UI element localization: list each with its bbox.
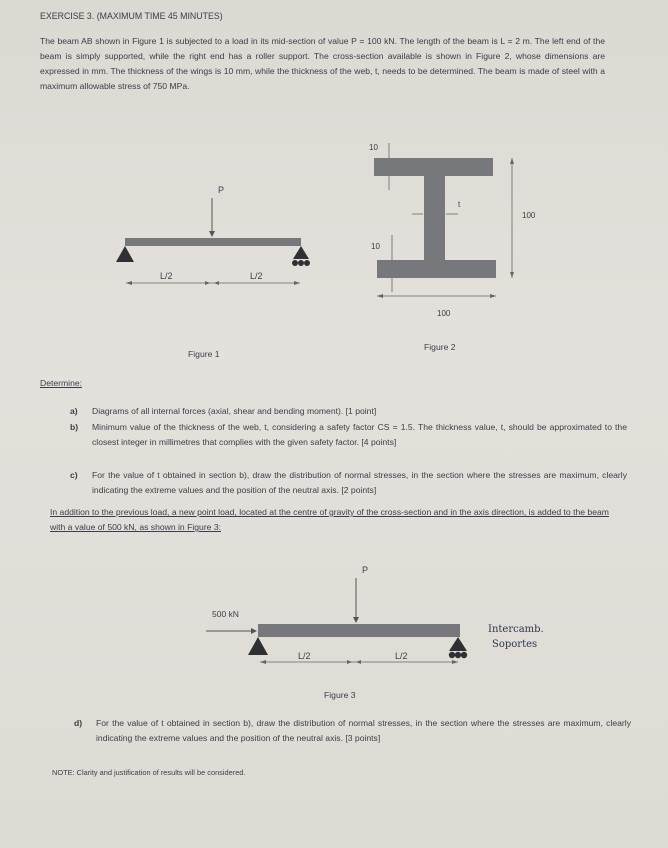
question-c-text: For the value of t obtained in section b), draw the distribution of normal stresses, in the section where the stresses are maximum, clearly indicating the extreme values and the position of the neutral axis. [2 points]	[92, 470, 627, 495]
determine-heading: Determine:	[40, 378, 83, 388]
question-a-text: Diagrams of all internal forces (axial, shear and bending moment). [1 point]	[92, 406, 377, 416]
figure1-beam-diagram	[116, 185, 310, 285]
question-c	[70, 468, 640, 500]
question-b-text: Minimum value of the thickness of the web, t, considering a safety factor CS = 1.5. The thickness value, t, should be approximated to the closest integer in millimetres that complies with the given safety factor. [4 points]	[92, 422, 627, 447]
figure1-span-right: L/2	[250, 271, 263, 281]
figure3-axial-load-label: 500 kN	[212, 609, 239, 619]
figure2-web-thickness: t	[458, 200, 461, 209]
question-d-label: d)	[74, 718, 83, 728]
figure3-beam	[258, 624, 460, 637]
note: NOTE: Clarity and justification of results will be considered.	[52, 768, 246, 777]
figure1-beam	[125, 238, 301, 246]
figure3-caption: Figure 3	[324, 690, 356, 700]
figure1-pin-support	[116, 246, 134, 262]
figure1-caption: Figure 1	[188, 349, 220, 359]
additional-load-statement: In addition to the previous load, a new point load, located at the centre of gravity of the cross-section and in the axis direction, is added to the beam with a value of 500 kN, as shown in Figure 3:	[50, 507, 609, 532]
question-d-text: For the value of t obtained in section b), draw the distribution of normal stresses, in the section where the stresses are maximum, clearly indicating the extreme values and the position of the neutral axis. [3 points]	[96, 718, 631, 743]
figure2-caption: Figure 2	[424, 342, 456, 352]
question-a-label: a)	[70, 406, 78, 416]
question-c-label: c)	[70, 470, 78, 480]
question-b	[70, 420, 640, 468]
figure3-beam-diagram	[206, 565, 467, 664]
problem-statement: The beam AB shown in Figure 1 is subjected to a load in its mid-section of value P = 100 kN. The length of the beam is L = 2 m. The left end of the beam is simply supported, while the right end has a roller support. The cross-section available is shown in Figure 2, whose dimensions are expressed in mm. The thickness of the wings is 10 mm, while the thickness of the web, t, needs to be determined. The beam is made of steel with a maximum allowable stress of 750 MPa.	[40, 36, 605, 91]
figure3-roller-support	[449, 637, 467, 651]
question-a	[70, 404, 640, 420]
figure3-span-right: L/2	[395, 651, 408, 661]
question-b-label: b)	[70, 422, 79, 432]
figure2-cross-section	[369, 143, 536, 318]
figure1-roller-support	[293, 246, 309, 259]
figure1-load-label: P	[218, 185, 225, 195]
handwritten-note-line1: Intercamb.	[488, 624, 544, 635]
exercise-title: EXERCISE 3. (MAXIMUM TIME 45 MINUTES)	[40, 11, 223, 21]
question-d	[74, 716, 634, 748]
figure2-top-flange-dim: 10	[369, 143, 378, 152]
figure3-load-label: P	[362, 565, 369, 575]
figure2-height-label: 100	[522, 211, 536, 220]
figure1-span-left: L/2	[160, 271, 173, 281]
figure3-pin-support	[248, 637, 268, 655]
figure2-top-flange	[374, 158, 493, 176]
figure2-width-label: 100	[437, 309, 451, 318]
figure2-bottom-flange-dim: 10	[371, 242, 380, 251]
handwritten-note-line2: Soportes	[492, 639, 538, 650]
figure3-span-left: L/2	[298, 651, 311, 661]
figure2-web	[424, 176, 445, 260]
figure2-bottom-flange	[377, 260, 496, 278]
